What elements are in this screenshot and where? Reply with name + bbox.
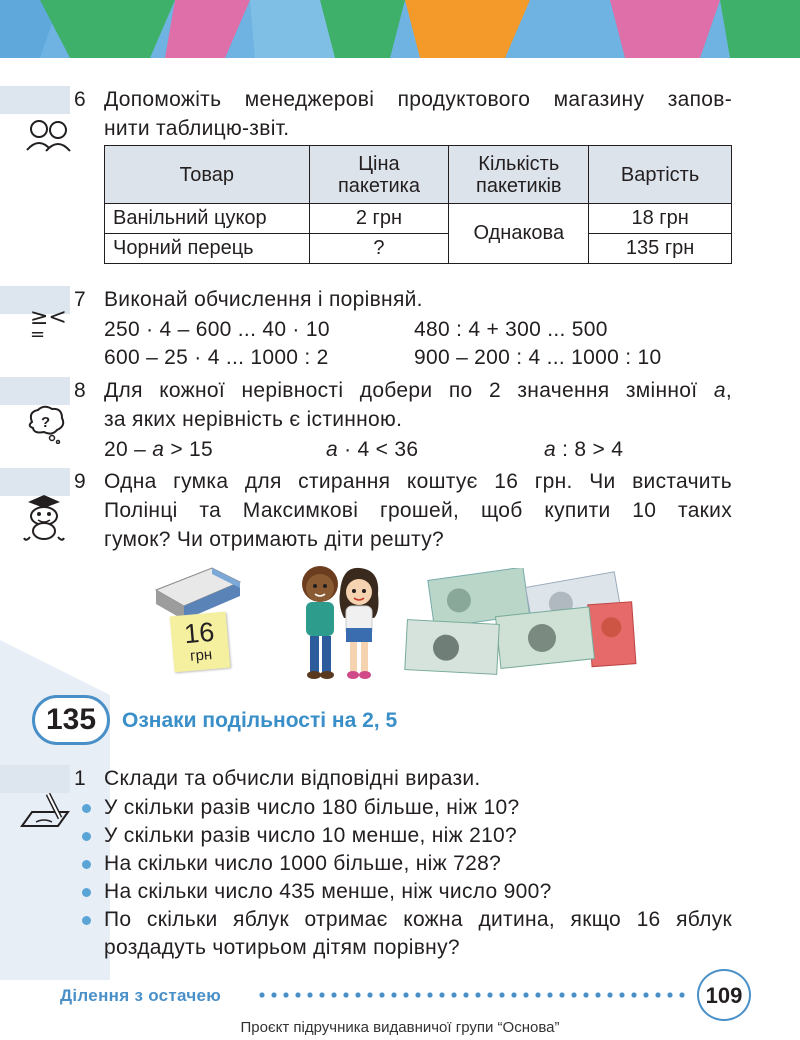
task1-intro: Склади та обчисли відповідні вирази.: [104, 767, 481, 790]
footer-dot: [451, 992, 456, 997]
header-quantity-line2: пакетиків: [476, 174, 562, 197]
list-item-continuation: роздадуть чотирьом дітям порівну?: [104, 936, 460, 959]
task8-text-line2: за яких нерівність є істинною.: [104, 408, 403, 431]
price-tag-number: 16: [182, 616, 216, 650]
task8-text-line1: [104, 379, 732, 403]
footer-dot: [655, 992, 660, 997]
task-number: 7: [74, 288, 86, 311]
task-number: 8: [74, 379, 86, 402]
frog-scholar-icon: [20, 492, 68, 544]
footer-dot: [535, 992, 540, 997]
task7-expression: 480 : 4 + 300 ... 500: [414, 318, 608, 341]
footer-dot: [619, 992, 624, 997]
report-table: [104, 145, 732, 264]
variable-a: a: [326, 438, 338, 461]
page-number-badge: [697, 969, 751, 1021]
inequality-1: [104, 438, 213, 462]
table-row: [105, 204, 732, 234]
inequality-2: [326, 438, 418, 462]
header-quantity: [449, 146, 589, 204]
footer-dot: [319, 992, 324, 997]
list-item: На скільки число 1000 більше, ніж 728?: [104, 852, 502, 875]
task-number: 1: [74, 767, 86, 790]
table-cell-cost: 18 грн: [589, 204, 732, 234]
footer-dot: [595, 992, 600, 997]
page-number: 109: [705, 983, 743, 1008]
task-tab-shade: [0, 377, 70, 405]
footer-dot: [367, 992, 372, 997]
header-cost: Вартість: [589, 146, 732, 204]
footer-dot: [427, 992, 432, 997]
footer-dot: [643, 992, 648, 997]
task-tab-shade: [0, 765, 70, 793]
children-illustration: [288, 562, 388, 682]
footer-dot: [511, 992, 516, 997]
footer-dot: [379, 992, 384, 997]
task8-text-part: Для кожної нерівності добери по 2 значення змінної: [104, 379, 714, 402]
task9-text-line3: гумок? Чи отримають діти решту?: [104, 528, 444, 551]
table-cell-price: 2 грн: [309, 204, 449, 234]
table-cell-item: Чорний перець: [105, 234, 310, 264]
section-title-footer: Ділення з остачею: [60, 986, 222, 1005]
footer-dot: [415, 992, 420, 997]
footer-dot: [439, 992, 444, 997]
footer-dot: [523, 992, 528, 997]
list-bullet: [82, 860, 91, 869]
table-header-row: [105, 146, 732, 204]
footer-dot: [487, 992, 492, 997]
footer-dot: [475, 992, 480, 997]
task-number: 6: [74, 88, 86, 111]
inequality-part: 20 –: [104, 438, 153, 461]
svg-text:?: ?: [41, 414, 51, 431]
list-item: На скільки число 435 менше, ніж число 900?: [104, 880, 552, 903]
compare-signs-icon: ≥< =: [30, 305, 67, 345]
inequality-part: · 4 < 36: [337, 438, 419, 461]
list-item: У скільки разів число 10 менше, ніж 210?: [104, 824, 518, 847]
variable-a: a: [152, 438, 165, 461]
header-price-line1: Ціна: [358, 152, 400, 175]
footer-dot: [559, 992, 564, 997]
header-product: Товар: [105, 146, 310, 204]
task9-text-line2: Полінці та Максимкові грошей, щоб купити 10 таких: [104, 499, 732, 522]
task7-expression: 600 – 25 · 4 ... 1000 : 2: [104, 346, 329, 369]
footer-dot: [571, 992, 576, 997]
footer-dot: [499, 992, 504, 997]
footer-dot: [547, 992, 552, 997]
task8-text-part: ,: [725, 379, 732, 402]
lesson-number-badge: 135: [32, 695, 110, 745]
table-cell-quantity: Однакова: [449, 204, 589, 264]
list-bullet: [82, 832, 91, 841]
task-number: 9: [74, 470, 86, 493]
list-bullet: [82, 804, 91, 813]
variable-a: a: [713, 379, 726, 402]
footer-dot: [343, 992, 348, 997]
footer-dotted-line: [258, 989, 688, 1001]
footer-dot: [271, 992, 276, 997]
footer-dot: [307, 992, 312, 997]
inequality-3: [544, 438, 623, 462]
footer-dot: [283, 992, 288, 997]
price-tag: [170, 612, 231, 673]
table-cell-cost: 135 грн: [589, 234, 732, 264]
footer-dot: [667, 992, 672, 997]
footer-dot: [631, 992, 636, 997]
footer-dot: [391, 992, 396, 997]
banknotes-illustration: [402, 568, 638, 676]
footer-dot: [679, 992, 684, 997]
thinking-question-icon: [24, 404, 68, 444]
task7-expression: 900 – 200 : 4 ... 1000 : 10: [414, 346, 662, 369]
footer-dot: [607, 992, 612, 997]
task9-text-line1: Одна гумка для стирання коштує 16 грн. Чи вистачить: [104, 470, 732, 493]
table-cell-item: Ванільний цукор: [105, 204, 310, 234]
footer-dot: [259, 992, 264, 997]
footer-dot: [295, 992, 300, 997]
header-quantity-line1: Кількість: [478, 152, 560, 175]
footer-dot: [331, 992, 336, 997]
variable-a: a: [544, 438, 556, 461]
list-item: У скільки разів число 180 більше, ніж 10?: [104, 796, 520, 819]
footer-dot: [463, 992, 468, 997]
lesson-title: Ознаки подільності на 2, 5: [122, 709, 398, 732]
header-price: [309, 146, 449, 204]
list-bullet: [82, 888, 91, 897]
task-tab-shade: [0, 86, 70, 114]
table-row: [105, 234, 732, 264]
list-item: По скільки яблук отримає кожна дитина, якщо 16 яблук: [104, 908, 732, 931]
pair-work-icon: [24, 116, 74, 154]
task6-text-line2: нити таблицю-звіт.: [104, 117, 290, 140]
price-tag-unit: грн: [189, 646, 213, 665]
list-bullet: [82, 916, 91, 925]
footer-dot: [403, 992, 408, 997]
task7-expression: 250 · 4 – 600 ... 40 · 10: [104, 318, 330, 341]
task7-text-line1: Виконай обчислення і порівняй.: [104, 288, 423, 311]
header-price-line2: пакетика: [337, 174, 420, 197]
top-decorative-band: [0, 0, 800, 58]
writing-pencil-icon: [18, 792, 74, 830]
footer-dot: [355, 992, 360, 997]
task6-text-line1: Допоможіть менеджерові продуктового магазину запов-: [104, 88, 732, 111]
publisher-note: Проєкт підручника видавничої групи “Основа”: [240, 1019, 560, 1036]
table-cell-price: ?: [309, 234, 449, 264]
inequality-part: : 8 > 4: [555, 438, 624, 461]
footer-dot: [583, 992, 588, 997]
inequality-part: > 15: [164, 438, 213, 461]
